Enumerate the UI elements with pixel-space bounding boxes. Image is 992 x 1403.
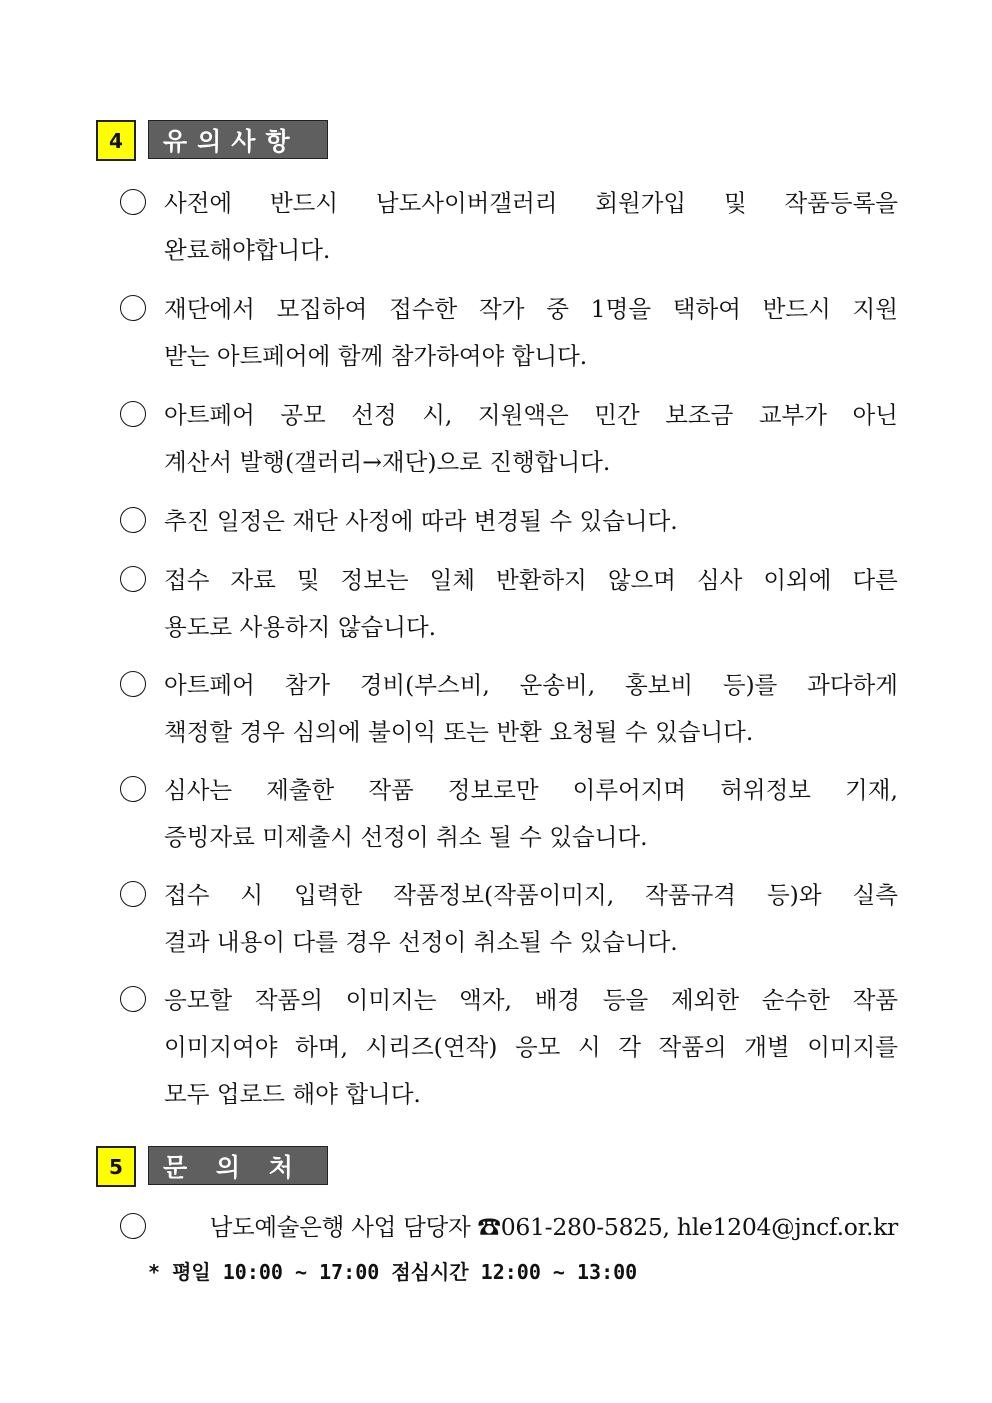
- note-item: [120, 872, 898, 966]
- note-continuation-line: 이미지여야 하며, 시리즈(연작) 응모 시 각 작품의 개별 이미지를: [164, 1033, 898, 1061]
- circle-bullet-icon: [120, 1213, 146, 1239]
- note-item: [120, 977, 898, 1118]
- note-continuation-line: 받는 아트페어에 함께 참가하여야 합니다.: [164, 342, 588, 370]
- section-title: 문 의 처: [148, 1146, 328, 1185]
- circle-bullet-icon: [120, 776, 146, 802]
- note-item: [120, 180, 898, 274]
- note-continuation-line: 모두 업로드 해야 합니다.: [164, 1080, 421, 1108]
- section-title: 유의사항: [148, 120, 328, 159]
- note-item: [120, 392, 898, 486]
- circle-bullet-icon: [120, 881, 146, 907]
- note-continuation-line: 계산서 발행(갤러리→재단)으로 진행합니다.: [164, 448, 611, 476]
- note-first-line: 접수 시 입력한 작품정보(작품이미지, 작품규격 등)와 실측: [164, 881, 898, 909]
- note-item: [120, 767, 898, 861]
- note-item: [120, 557, 898, 651]
- note-item: [120, 286, 898, 380]
- note-first-line: 아트페어 공모 선정 시, 지원액은 민간 보조금 교부가 아닌: [164, 401, 898, 429]
- note-continuation-line: 용도로 사용하지 않습니다.: [164, 613, 437, 641]
- circle-bullet-icon: [120, 986, 146, 1012]
- section-number: 5: [96, 1146, 136, 1187]
- circle-bullet-icon: [120, 189, 146, 215]
- note-continuation-line: 책정할 경우 심의에 불이익 또는 반환 요청될 수 있습니다.: [164, 718, 754, 746]
- contact-item: [120, 1204, 898, 1251]
- contact-text: 남도예술은행 사업 담당자 ☎061-280-5825, hle1204@jncf.or.kr: [209, 1213, 898, 1241]
- note-first-line: 재단에서 모집하여 접수한 작가 중 1명을 택하여 반드시 지원: [164, 295, 898, 323]
- note-continuation-line: 증빙자료 미제출시 선정이 취소 될 수 있습니다.: [164, 823, 648, 851]
- circle-bullet-icon: [120, 566, 146, 592]
- office-hours: * 평일 10:00 ~ 17:00 점심시간 12:00 ~ 13:00: [148, 1260, 638, 1284]
- section-number: 4: [96, 120, 136, 161]
- section-header-cautions: [96, 120, 328, 161]
- note-item: [120, 498, 898, 545]
- note-first-line: 응모할 작품의 이미지는 액자, 배경 등을 제외한 순수한 작품: [164, 986, 898, 1014]
- section-header-contact: [96, 1146, 328, 1187]
- note-first-line: 접수 자료 및 정보는 일체 반환하지 않으며 심사 이외에 다른: [164, 566, 898, 594]
- circle-bullet-icon: [120, 507, 146, 533]
- note-continuation-line: 결과 내용이 다를 경우 선정이 취소될 수 있습니다.: [164, 928, 678, 956]
- note-first-line: 사전에 반드시 남도사이버갤러리 회원가입 및 작품등록을: [164, 189, 898, 217]
- note-item: [120, 662, 898, 756]
- note-continuation-line: 완료해야합니다.: [164, 236, 331, 264]
- circle-bullet-icon: [120, 401, 146, 427]
- circle-bullet-icon: [120, 671, 146, 697]
- note-first-line: 심사는 제출한 작품 정보로만 이루어지며 허위정보 기재,: [164, 776, 898, 804]
- circle-bullet-icon: [120, 295, 146, 321]
- note-first-line: 아트페어 참가 경비(부스비, 운송비, 홍보비 등)를 과다하게: [164, 671, 898, 699]
- note-first-line: 추진 일정은 재단 사정에 따라 변경될 수 있습니다.: [164, 507, 678, 535]
